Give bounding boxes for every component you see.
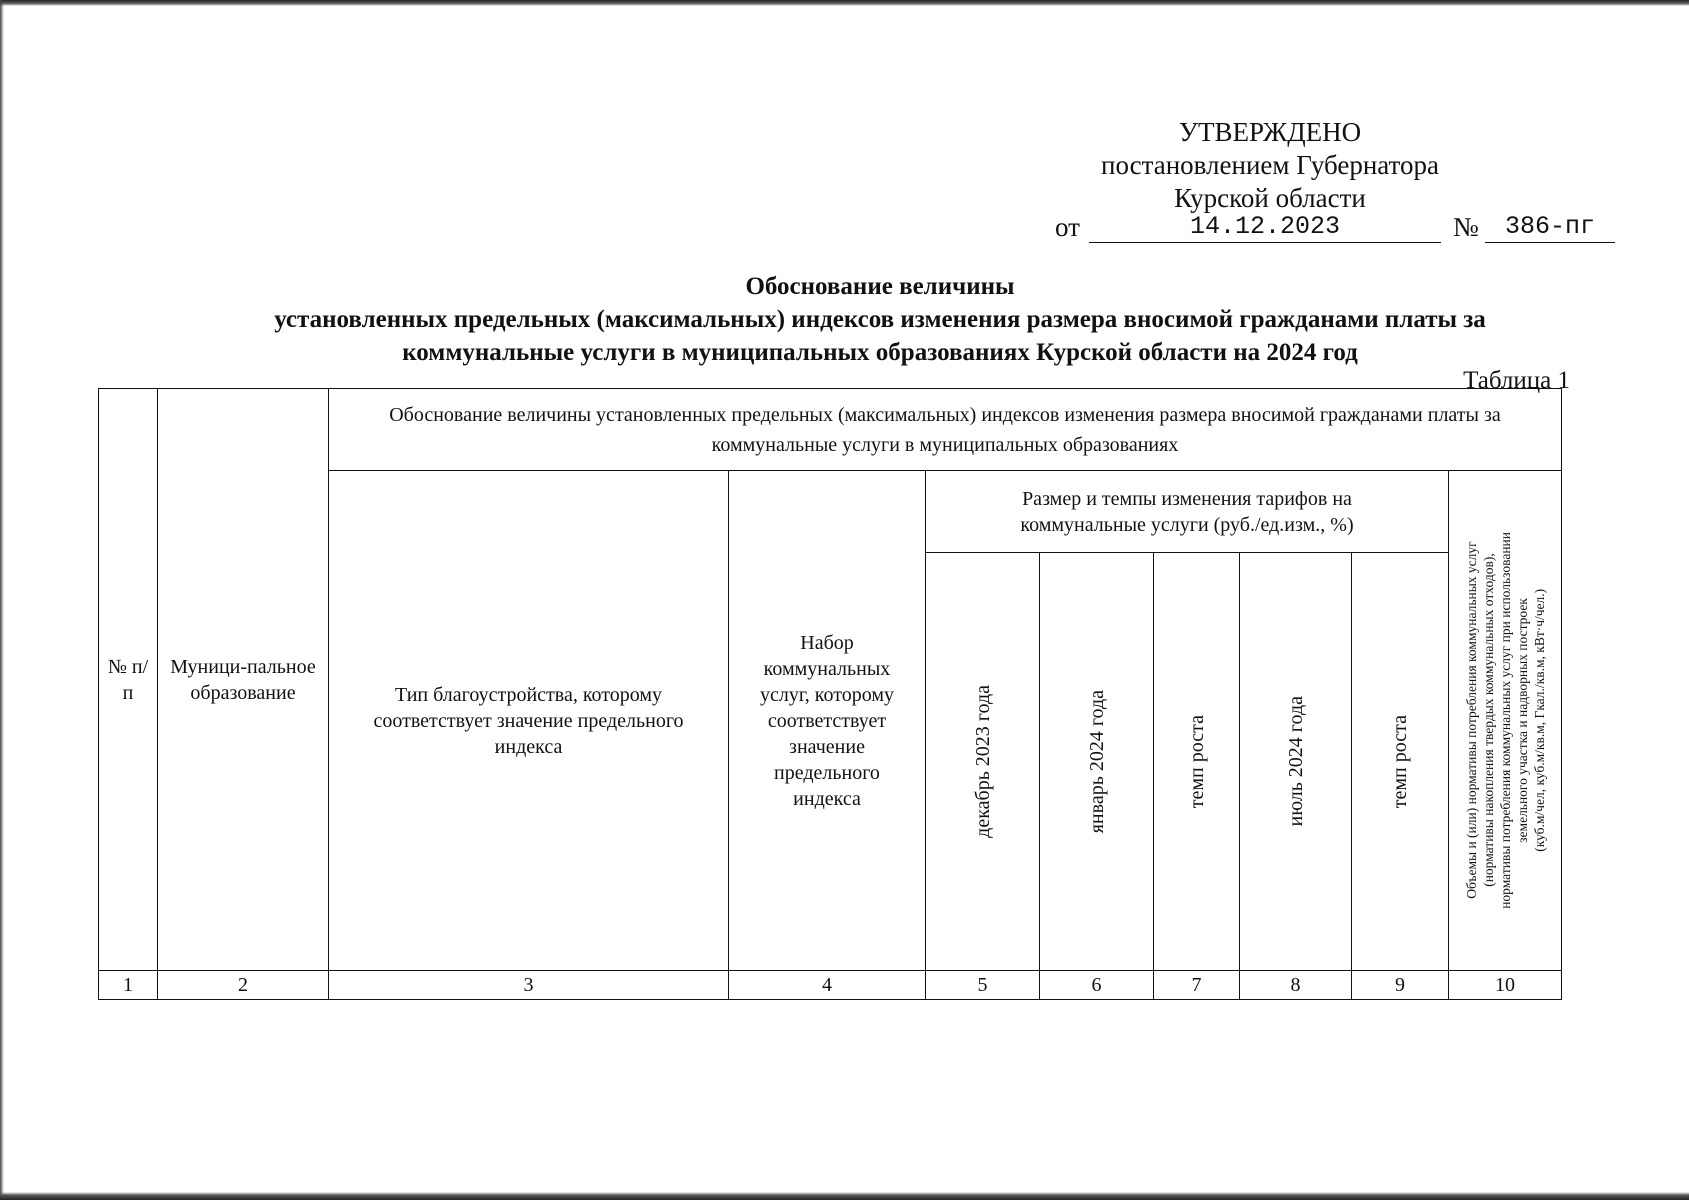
title-line-1: Обоснование величины <box>745 273 1015 300</box>
header-growth-1-text: темп роста <box>1185 714 1208 809</box>
header-dec-2023 <box>926 553 1040 971</box>
volumes-line-5: (куб.м/чел, куб.м/кв.м, Гкал./кв.м, кВт·ч/чел.) <box>1531 589 1547 852</box>
date-prefix: от <box>1055 212 1080 242</box>
header-dec-2023-text: декабрь 2023 года <box>971 685 994 838</box>
scan-edge-left <box>0 0 4 1200</box>
column-number-1: 1 <box>99 971 158 1000</box>
header-tariff-group: Размер и темпы изменения тарифов на коммунальные услуги (руб./ед.изм., %) <box>926 471 1449 553</box>
column-number-5: 5 <box>926 971 1040 1000</box>
header-justification-group: Обоснование величины установленных предельных (максимальных) индексов изменения размера вносимой гражданами платы за коммунальные услуги в муниципальных образованиях <box>329 389 1562 471</box>
approval-date: 14.12.2023 <box>1089 212 1441 243</box>
column-number-10: 10 <box>1449 971 1562 1000</box>
column-number-8: 8 <box>1240 971 1352 1000</box>
scan-edge-bottom <box>0 1192 1689 1200</box>
volumes-line-4: земельного участка и надворных построек <box>1514 598 1530 843</box>
column-number-4: 4 <box>729 971 926 1000</box>
volumes-line-3: нормативы потребления коммунальных услуг при использовании <box>1497 532 1513 909</box>
header-number: № п/п <box>99 389 158 971</box>
column-number-6: 6 <box>1040 971 1154 1000</box>
header-jan-2024-text: январь 2024 года <box>1085 689 1108 834</box>
justification-table <box>98 388 1562 1000</box>
column-number-7: 7 <box>1154 971 1240 1000</box>
header-jul-2024-text: июль 2024 года <box>1284 696 1307 827</box>
column-number-2: 2 <box>158 971 329 1000</box>
approval-heading: УТВЕРЖДЕНО <box>1178 117 1362 147</box>
column-number-3: 3 <box>329 971 729 1000</box>
header-volumes-text <box>1463 532 1548 909</box>
approval-date-row <box>1055 212 1595 248</box>
scan-edge-top <box>0 0 1689 6</box>
table-label: Таблица 1 <box>1463 367 1570 394</box>
approval-authority: постановлением Губернатора <box>1101 150 1439 180</box>
header-growth-2-text: темп роста <box>1389 714 1411 809</box>
volumes-line-1: Объемы и (или) нормативы потребления коммунальных услуг <box>1463 541 1479 900</box>
volumes-line-2: (нормативы накопления твердых коммунальных отходов), <box>1480 553 1496 888</box>
title-line-2: установленных предельных (максимальных) индексов изменения размера вносимой гражданами платы за <box>274 306 1486 333</box>
header-growth-1 <box>1154 553 1240 971</box>
approval-region: Курской области <box>1174 183 1366 213</box>
column-number-9: 9 <box>1352 971 1449 1000</box>
header-service-set: Набор коммунальных услуг, которому соответствует значение предельного индекса <box>729 471 926 971</box>
header-improvement-type: Тип благоустройства, которому соответствует значение предельного индекса <box>329 471 729 971</box>
document-title <box>200 270 1560 369</box>
header-jul-2024 <box>1240 553 1352 971</box>
title-line-3: коммунальные услуги в муниципальных образованиях Курской области на 2024 год <box>402 339 1358 366</box>
approval-number: 386-пг <box>1485 212 1615 243</box>
header-growth-2 <box>1352 553 1449 971</box>
header-municipality: Муници-пальное образование <box>158 389 329 971</box>
header-volumes <box>1449 471 1562 971</box>
number-prefix: № <box>1453 212 1479 242</box>
header-jan-2024 <box>1040 553 1154 971</box>
approval-stamp <box>1060 116 1480 215</box>
